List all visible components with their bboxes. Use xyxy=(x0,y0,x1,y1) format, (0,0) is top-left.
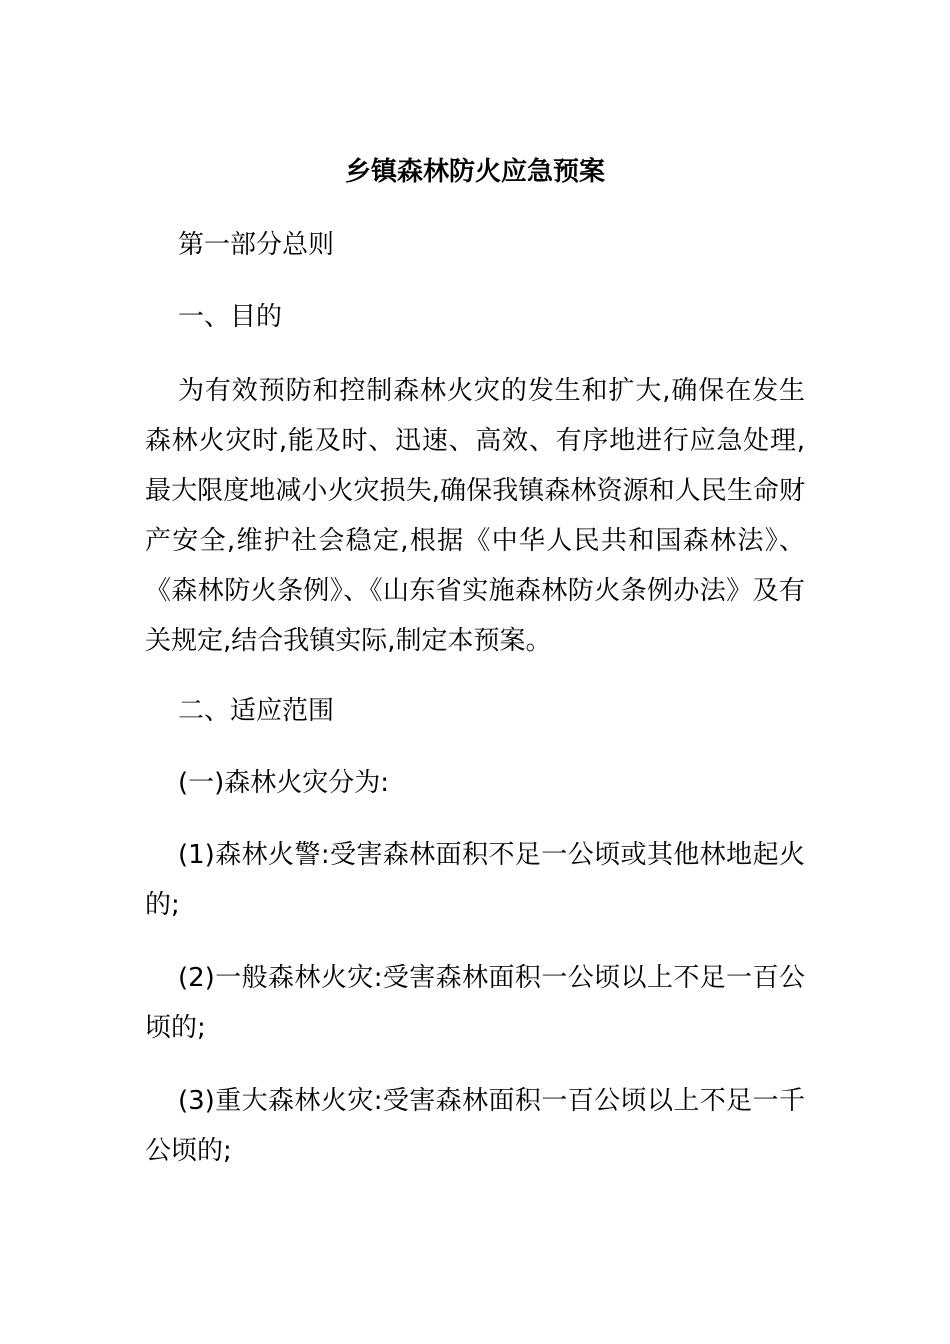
section-heading-scope: 二、适应范围 xyxy=(178,696,335,726)
list-item-fire-alarm: (1)森林火警:受害森林面积不足一公顷或其他林地起火的; xyxy=(145,840,805,920)
list-item-general-fire: (2)一般森林火灾:受害森林面积一公顷以上不足一百公顷的; xyxy=(145,963,805,1043)
document-title: 乡镇森林防火应急预案 xyxy=(344,157,605,187)
subsection-heading-fire-classes: (一)森林火灾分为: xyxy=(178,768,390,798)
purpose-paragraph: 为有效预防和控制森林火灾的发生和扩大,确保在发生森林火灾时,能及时、迅速、高效、有序地进行应急处理,最大限度地减小火灾损失,确保我镇森林资源和人民生命财产安全,维护社会稳定,根据《中华人民共和国森林法》、《森林防火条例》、《山东省实施森林防火条例办法》及有关规定,结合我镇实际,制定本预案。 xyxy=(145,376,805,656)
section-heading-purpose: 一、目的 xyxy=(178,302,283,332)
list-item-major-fire: (3)重大森林火灾:受害森林面积一百公顷以上不足一千公顷的; xyxy=(145,1086,805,1166)
section-heading-part-one: 第一部分总则 xyxy=(178,230,335,260)
